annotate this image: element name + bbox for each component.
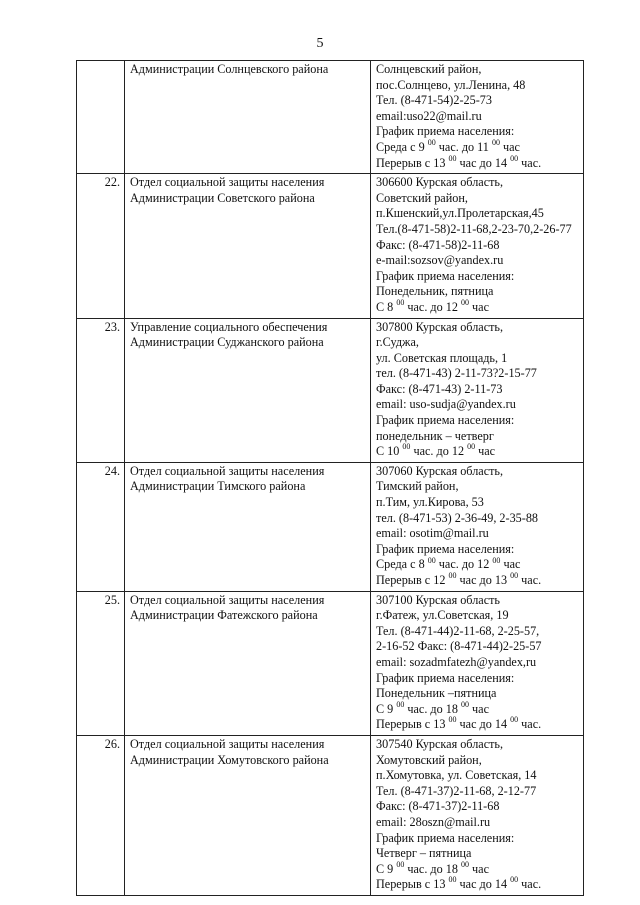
office-name-line: Администрации Тимского района <box>130 479 306 494</box>
page-number: 5 <box>316 36 324 51</box>
contact-line: Понедельник –пятница <box>376 686 497 701</box>
contact-line: 2-16-52 Факс: (8-471-44)2-25-57 <box>376 639 542 654</box>
contact-line: Советский район, <box>376 190 468 205</box>
contact-line: График приема населения: <box>376 670 515 685</box>
contact-line: График приема населения: <box>376 268 515 283</box>
row-number: 23. <box>77 318 125 462</box>
contact-line: 307800 Курская область, <box>376 319 504 334</box>
office-name-line: Управление социального обеспечения <box>130 319 328 334</box>
row-number: 26. <box>77 735 125 895</box>
contact-line: 306600 Курская область, <box>376 175 504 190</box>
table-body <box>77 61 584 896</box>
offices-table <box>76 60 584 896</box>
contact-line: Перерыв с 13 $^{00}$ час до 14 $^{00}$ час. <box>376 153 542 170</box>
contact-line: email: sozadmfatezh@yandex,ru <box>376 654 537 669</box>
row-number: 25. <box>77 591 125 735</box>
contact-line: Тел. (8-471-54)2-25-73 <box>376 93 492 108</box>
office-name-line: Отдел социальной защиты населения <box>130 463 325 478</box>
contact-line: 307540 Курская область, <box>376 736 504 751</box>
office-contact-cell <box>371 61 584 174</box>
office-name-line: Администрации Солнцевского района <box>130 62 329 76</box>
office-contact-cell <box>371 318 584 462</box>
office-contact-cell <box>371 591 584 735</box>
contact-line: п.Хомутовка, ул. Советская, 14 <box>376 768 537 783</box>
table-row <box>77 591 584 735</box>
contact-line: График приема населения: <box>376 830 515 845</box>
contact-line: тел. (8-471-43) 2-11-73?2-15-77 <box>376 366 537 381</box>
contact-line: Факс: (8-471-37)2-11-68 <box>376 799 500 814</box>
table-row <box>77 735 584 895</box>
contact-line: Тел. (8-471-37)2-11-68, 2-12-77 <box>376 783 537 798</box>
office-name-line: Администрации Советского района <box>130 190 315 205</box>
contact-line: г.Фатеж, ул.Советская, 19 <box>376 608 509 623</box>
contact-line: ул. Советская площадь, 1 <box>376 350 508 365</box>
row-number: 22. <box>77 174 125 318</box>
table-row <box>77 174 584 318</box>
contact-line: Перерыв с 13 $^{00}$ час до 14 $^{00}$ час. <box>376 715 542 732</box>
contact-line: Перерыв с 13 $^{00}$ час до 14 $^{00}$ час. <box>376 875 542 892</box>
contact-line: г.Суджа, <box>376 335 419 350</box>
contact-line: Тел.(8-471-58)2-11-68,2-23-70,2-26-77 <box>376 221 572 236</box>
contact-line: пос.Солнцево, ул.Ленина, 48 <box>376 77 526 92</box>
contact-line: Хомутовский район, <box>376 752 482 767</box>
contact-line: Факс: (8-471-43) 2-11-73 <box>376 381 503 396</box>
contact-line: e-mail:sozsov@yandex.ru <box>376 253 504 268</box>
contact-line: Тимский район, <box>376 479 459 494</box>
office-name-cell <box>125 591 371 735</box>
contact-line: График приема населения: <box>376 541 515 556</box>
contact-line: понедельник – четверг <box>376 428 494 443</box>
office-name-cell <box>125 61 371 174</box>
office-name-line: Отдел социальной защиты населения <box>130 175 325 190</box>
contact-line: email: 28oszn@mail.ru <box>376 814 491 829</box>
row-number <box>77 61 125 174</box>
contact-line: С 9 $^{00}$ час. до 18 $^{00}$ час <box>376 859 489 876</box>
contact-line: Среда с 8 $^{00}$ час. до 12 $^{00}$ час <box>376 555 521 572</box>
table-row <box>77 61 584 174</box>
contact-line: С 9 $^{00}$ час. до 18 $^{00}$ час <box>376 699 489 716</box>
contact-line: Перерыв с 12 $^{00}$ час до 13 $^{00}$ час. <box>376 571 542 587</box>
contact-line: Солнцевский район, <box>376 62 482 76</box>
office-name-cell <box>125 174 371 318</box>
contact-line: С 10 $^{00}$ час. до 12 $^{00}$ час <box>376 442 496 459</box>
contact-line: С 8 $^{00}$ час. до 12 $^{00}$ час <box>376 298 489 314</box>
contact-line: email: osotim@mail.ru <box>376 526 489 541</box>
office-contact-cell <box>371 462 584 591</box>
contact-line: п.Кшенский,ул.Пролетарская,45 <box>376 206 544 221</box>
office-name-line: Администрации Хомутовского района <box>130 752 329 767</box>
row-number: 24. <box>77 462 125 591</box>
contact-line: Четверг – пятница <box>376 846 472 861</box>
contact-line: График приема населения: <box>376 413 515 428</box>
contact-line: email: uso-sudja@yandex.ru <box>376 397 516 412</box>
contact-line: 307100 Курская область <box>376 592 500 607</box>
contact-line: Понедельник, пятница <box>376 284 494 299</box>
contact-line: п.Тим, ул.Кирова, 53 <box>376 495 484 510</box>
office-contact-cell <box>371 735 584 895</box>
office-name-line: Отдел социальной защиты населения <box>130 736 325 751</box>
office-name-cell <box>125 735 371 895</box>
contact-line: Тел. (8-471-44)2-11-68, 2-25-57, <box>376 623 540 638</box>
office-name-cell <box>125 462 371 591</box>
contact-line: тел. (8-471-53) 2-36-49, 2-35-88 <box>376 510 539 525</box>
contact-line: 307060 Курская область, <box>376 463 504 478</box>
office-name-line: Администрации Фатежского района <box>130 608 318 623</box>
office-contact-cell <box>371 174 584 318</box>
office-name-line: Отдел социальной защиты населения <box>130 592 325 607</box>
table-row <box>77 318 584 462</box>
office-name-cell <box>125 318 371 462</box>
office-name-line: Администрации Суджанского района <box>130 335 324 350</box>
table-row <box>77 462 584 591</box>
contact-line: График приема населения: <box>376 124 515 139</box>
contact-line: email:uso22@mail.ru <box>376 108 482 123</box>
contact-line: Среда с 9 $^{00}$ час. до 11 $^{00}$ час <box>376 138 520 154</box>
contact-line: Факс: (8-471-58)2-11-68 <box>376 237 500 252</box>
